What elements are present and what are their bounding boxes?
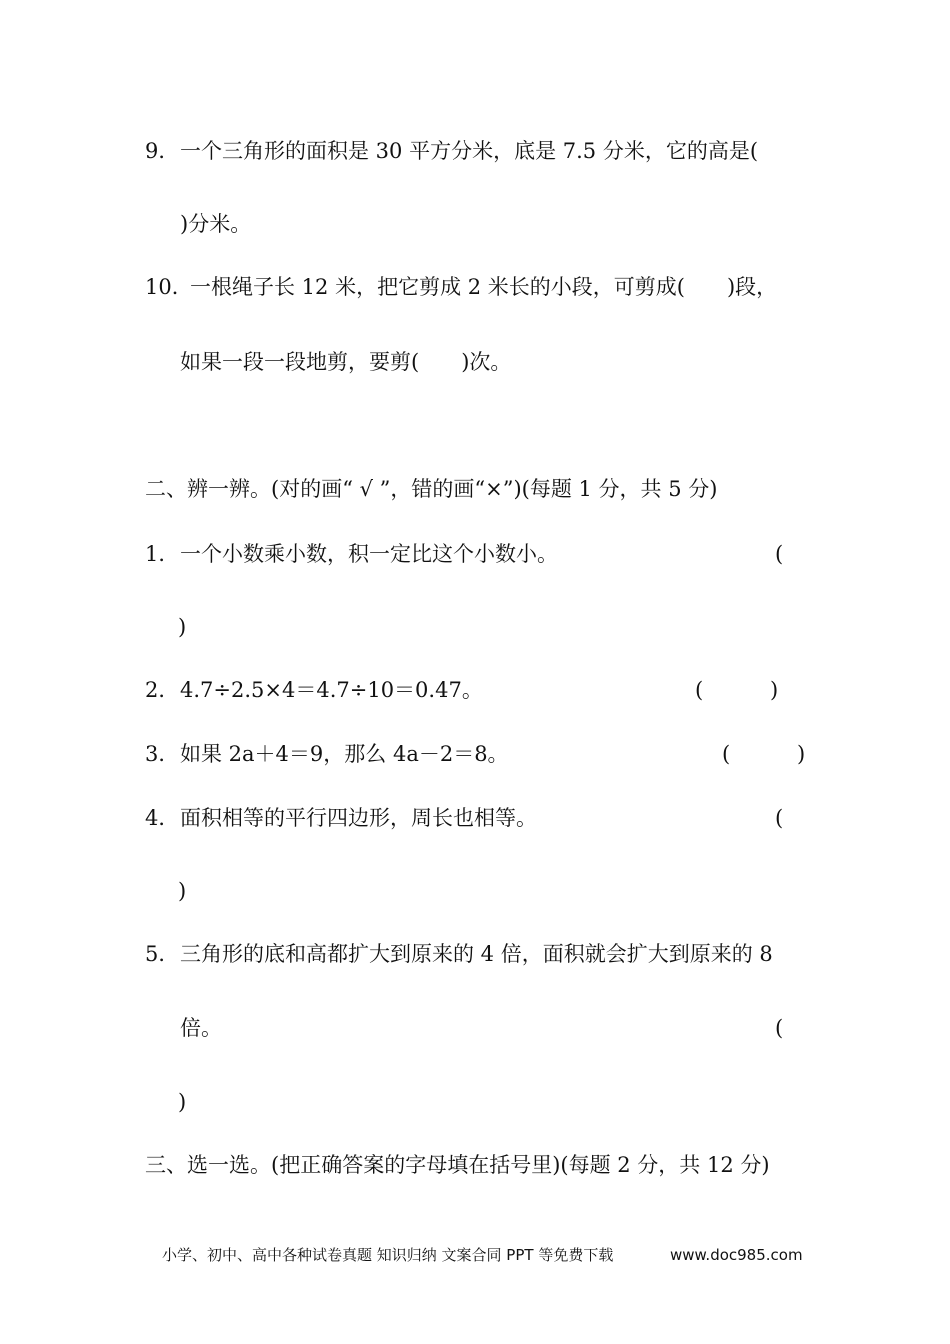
- q10-text-line2: 如果一段一段地剪，要剪( )次。: [180, 350, 512, 374]
- footer-text: 小学、初中、高中各种试卷真题 知识归纳 文案合同 PPT 等免费下载: [162, 1246, 614, 1264]
- s2-item3-number: 3．: [145, 742, 180, 766]
- section2-heading: 二、辨一辨。(对的画“ √ ”，错的画“×”)(每题 1 分，共 5 分): [145, 477, 718, 501]
- s2-item5-number: 5．: [145, 942, 180, 966]
- s2-item5-paren-close[interactable]: ): [178, 1090, 187, 1114]
- q9-text-line2: )分米。: [180, 212, 252, 236]
- s2-item2-text: 4.7÷2.5×4＝4.7÷10＝0.47。: [180, 678, 483, 702]
- s2-item1-number: 1．: [145, 542, 180, 566]
- s2-item3-paren-close[interactable]: ): [797, 742, 806, 766]
- q9-text-line1: 一个三角形的面积是 30 平方分米，底是 7.5 分米，它的高是(: [180, 139, 759, 163]
- s2-item3-paren-open[interactable]: (: [722, 742, 731, 766]
- s2-item1-paren-close[interactable]: ): [178, 615, 187, 639]
- s2-item4-paren-close[interactable]: ): [178, 879, 187, 903]
- s2-item2-paren-open[interactable]: (: [695, 678, 704, 702]
- s2-item5-text-line2: 倍。: [180, 1016, 222, 1040]
- section3-heading: 三、选一选。(把正确答案的字母填在括号里)(每题 2 分，共 12 分): [145, 1153, 770, 1177]
- s2-item4-number: 4．: [145, 806, 180, 830]
- q10-number: 10．: [145, 275, 193, 299]
- q9-number: 9．: [145, 139, 180, 163]
- s2-item3-text: 如果 2a＋4＝9，那么 4a－2＝8。: [180, 742, 509, 766]
- footer-url[interactable]: www.doc985.com: [670, 1246, 803, 1264]
- s2-item5-text-line1: 三角形的底和高都扩大到原来的 4 倍，面积就会扩大到原来的 8: [180, 942, 773, 966]
- s2-item4-paren-open[interactable]: (: [775, 806, 784, 830]
- q10-text-line1: 一根绳子长 12 米，把它剪成 2 米长的小段，可剪成( )段，: [190, 275, 778, 299]
- s2-item1-paren-open[interactable]: (: [775, 542, 784, 566]
- s2-item1-text: 一个小数乘小数，积一定比这个小数小。: [180, 542, 558, 566]
- s2-item2-number: 2．: [145, 678, 180, 702]
- s2-item2-paren-close[interactable]: ): [770, 678, 779, 702]
- s2-item4-text: 面积相等的平行四边形，周长也相等。: [180, 806, 537, 830]
- s2-item5-paren-open[interactable]: (: [775, 1016, 784, 1040]
